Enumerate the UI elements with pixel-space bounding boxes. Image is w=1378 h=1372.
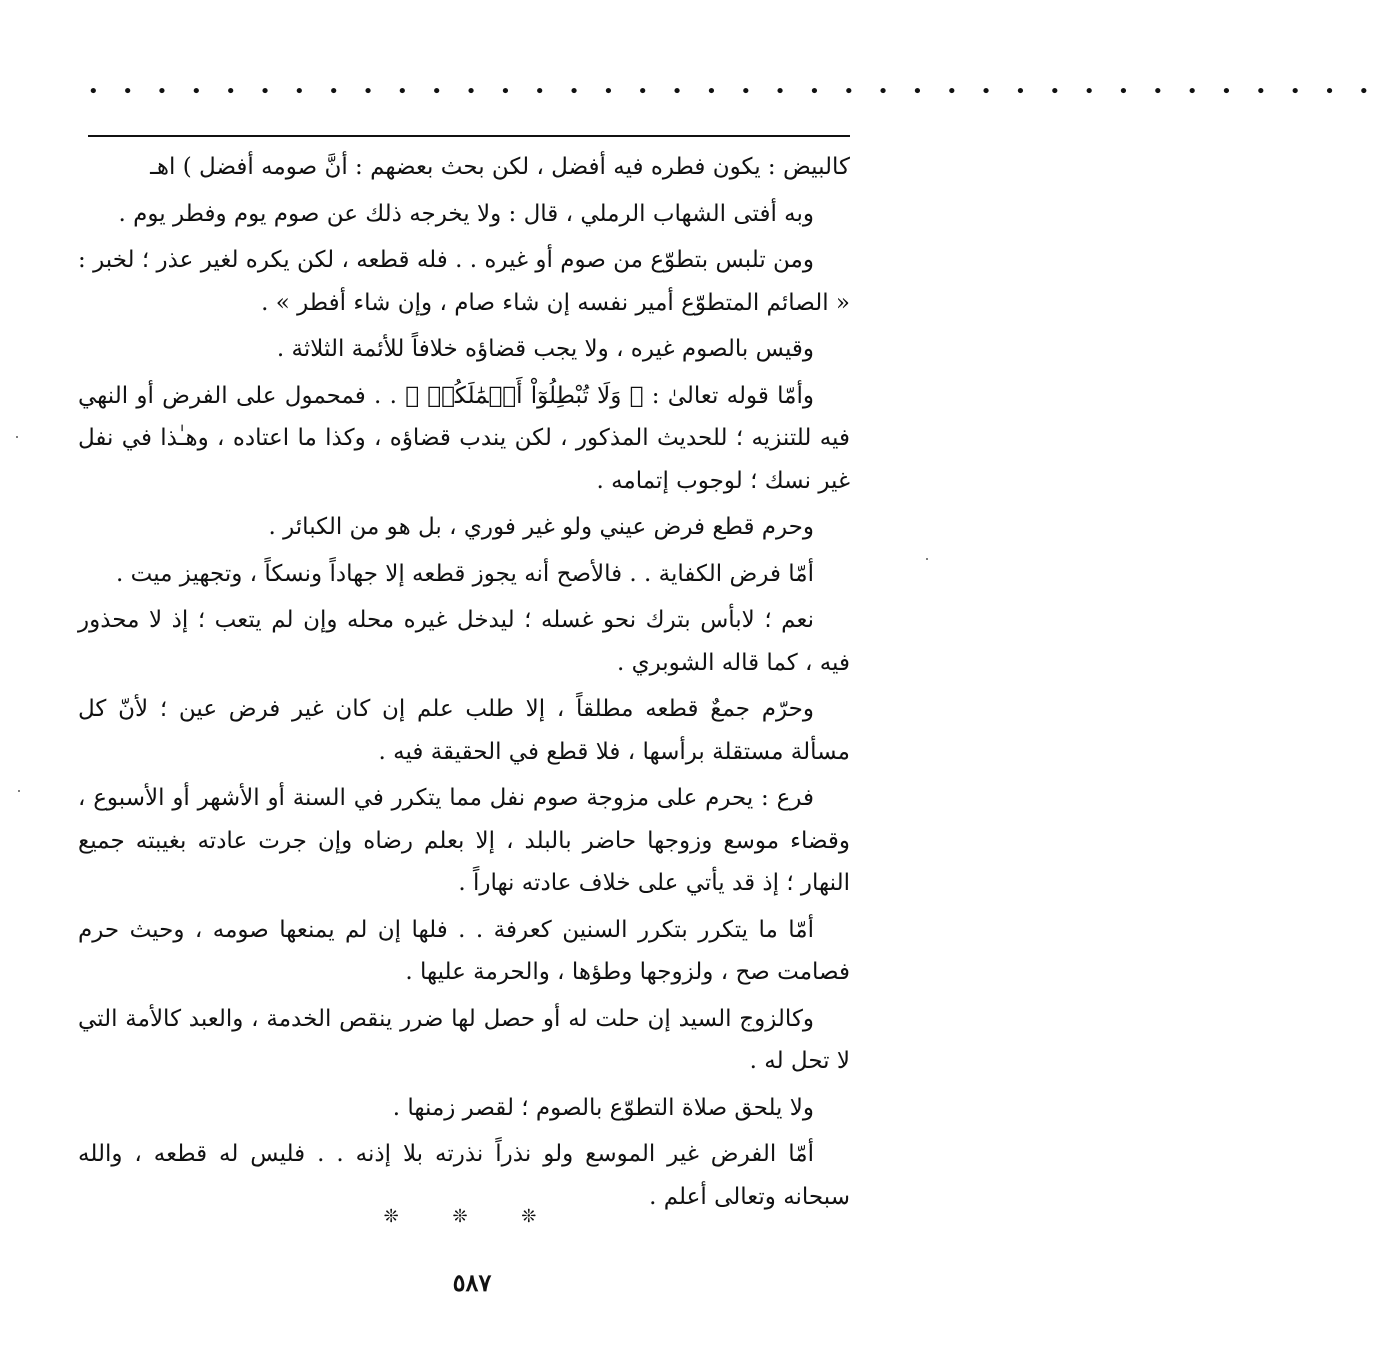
paragraph-11: أمّا ما يتكرر بتكرر السنين كعرفة . . فلها إن لم يمنعها صومه ، وحيث حرم فصامت صح ، ولزوجها وطؤها ، والحرمة عليها .	[78, 916, 850, 985]
paragraph-9: وحرّم جمعٌ قطعه مطلقاً ، إلا طلب علم إن كان غير فرض عين ؛ لأنّ كل مسألة مستقلة برأسها ، فلا قطع في الحقيقة فيه .	[78, 696, 850, 765]
body-text	[78, 146, 850, 1222]
paragraph-14: أمّا الفرض غير الموسع ولو نذراً نذرته بلا إذنه . . فليس له قطعه ، والله سبحانه وتعالى أعلم .	[78, 1141, 850, 1210]
paragraph-5: وأمّا قوله تعالىٰ : ﴿ وَلَا تُبْطِلُوٓاْ أَعۡمَٰلَكُمۡ ﴾ . . فمحمول على الفرض أو النهي فيه للتنزيه ؛ للحديث المذكور ، لكن يندب قضاؤه ، وكذا ما اعتاده ، وهـٰذا في نفل غير نسك ؛ لوجوب إتمامه .	[78, 382, 850, 494]
paragraph-1: كالبيض : يكون فطره فيه أفضل ، لكن بحث بعضهم : أنَّ صومه أفضل ) اهـ	[150, 154, 850, 180]
page-number: ٥٨٧	[452, 1268, 492, 1297]
paragraph-10: فرع : يحرم على مزوجة صوم نفل مما يتكرر في السنة أو الأشهر أو الأسبوع ، وقضاء موسع وزوجها حاضر بالبلد ، إلا بعلم رضاه وإن جرت عادته بغيبته جميع النهار ؛ إذ قد يأتي على خلاف عادته نهاراً .	[78, 785, 850, 896]
paragraph-4: وقيس بالصوم غيره ، ولا يجب قضاؤه خلافاً للأئمة الثلاثة .	[276, 336, 814, 362]
paragraph-3: ومن تلبس بتطوّع من صوم أو غيره . . فله قطعه ، لكن يكره لغير عذر ؛ لخبر : « الصائم المتطوّع أمير نفسه إن شاء صام ، وإن شاء أفطر » .	[78, 247, 850, 316]
paragraph-8: نعم ؛ لابأس بترك نحو غسله ؛ ليدخل غيره محله وإن لم يتعب ؛ إذ لا محذور فيه ، كما قاله الشوبري .	[78, 607, 850, 676]
paragraph-2: وبه أفتى الشهاب الرملي ، قال : ولا يخرجه ذلك عن صوم يوم وفطر يوم .	[118, 200, 814, 227]
paragraph-13: ولا يلحق صلاة التطوّع بالصوم ؛ لقصر زمنها .	[392, 1094, 814, 1121]
header-rule	[88, 135, 850, 137]
section-separator: ❊ ❊ ❊	[383, 1206, 561, 1227]
scan-speck	[18, 790, 20, 792]
scan-speck	[926, 558, 928, 560]
paragraph-6: وحرم قطع فرض عيني ولو غير فوري ، بل هو من الكبائر .	[268, 514, 814, 540]
scan-speck	[16, 436, 18, 438]
paragraph-12: وكالزوج السيد إن حلت له أو حصل لها ضرر ينقص الخدمة ، والعبد كالأمة التي لا تحل له .	[78, 1005, 850, 1074]
header-dotted-line: • • • • • • • • • • • • • • • • • • • • • • • • • • • • • • • • • • • • • •	[88, 81, 1378, 102]
paragraph-7: أمّا فرض الكفاية . . فالأصح أنه يجوز قطعه إلا جهاداً ونسكاً ، وتجهيز ميت .	[116, 560, 814, 587]
